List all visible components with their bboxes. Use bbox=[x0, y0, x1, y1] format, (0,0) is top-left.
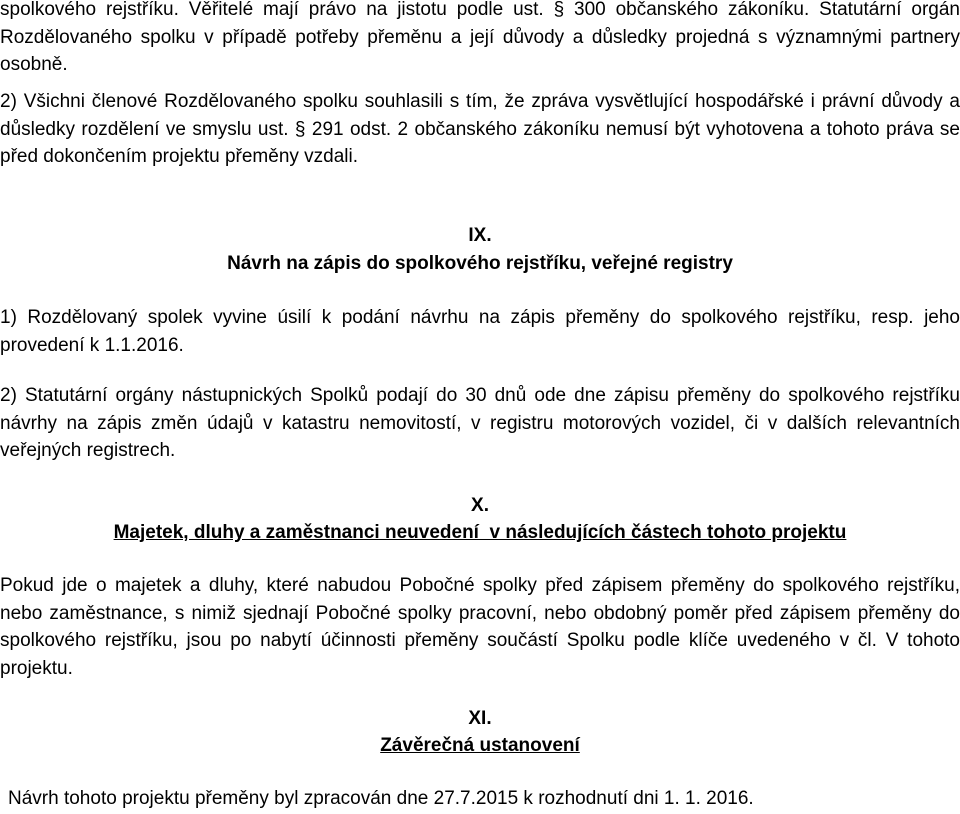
section-ix-number: IX. bbox=[468, 225, 492, 246]
section-ix-title: Návrh na zápis do spolkového rejstříku, veřejné registry bbox=[227, 253, 733, 274]
section-xi-paragraph: Návrh tohoto projektu přeměny byl zpracován dne 27.7.2015 k rozhodnutí dni 1. 1. 2016. bbox=[8, 788, 754, 809]
continuation-paragraph: spolkového rejstříku. Věřitelé mají právo na jistotu podle ust. § 300 občanského zákoníku. Statutární orgán Rozdělovaného spolku v případě potřeby přeměnu a její důvody a důsledky projedná s významnými partnery osobně. bbox=[0, 0, 960, 75]
section-x-title: Majetek, dluhy a zaměstnanci neuvedení v následujících částech tohoto projektu bbox=[113, 522, 847, 543]
section-x-number: X. bbox=[471, 495, 489, 516]
section-x-paragraph: Pokud jde o majetek a dluhy, které nabudou Pobočné spolky před zápisem přeměny do spolkového rejstříku, nebo zaměstnance, s nimiž sjednají Pobočné spolky pracovní, nebo obdobný poměr před zápisem přeměny do spolkového rejstříku, jsou po nabytí účinnosti přeměny součástí Spolku podle klíče uvedeného v čl. V tohoto projektu. bbox=[0, 575, 960, 679]
section-xi-number: XI. bbox=[468, 708, 492, 729]
section-viii-item-2: 2) Všichni členové Rozdělovaného spolku souhlasili s tím, že zpráva vysvětlující hospodářské i právní důvody a důsledky rozdělení ve smyslu ust. § 291 odst. 2 občanského zákoníku nemusí být vyhotovena a tohoto práva se před dokončením projektu přeměny vzdali. bbox=[0, 91, 960, 167]
section-ix-item-2: 2) Statutární orgány nástupnických Spolků podají do 30 dnů ode dne zápisu přeměny do spolkového rejstříku návrhy na zápis změn údajů v katastru nemovitostí, v registru motorových vozidel, či v dalších relevantních veřejných registrech. bbox=[0, 385, 960, 461]
section-ix-item-1: 1) Rozdělovaný spolek vyvine úsilí k podání návrhu na zápis přeměny do spolkového rejstříku, resp. jeho provedení k 1.1.2016. bbox=[0, 307, 960, 356]
section-xi-title: Závěrečná ustanovení bbox=[380, 735, 580, 756]
